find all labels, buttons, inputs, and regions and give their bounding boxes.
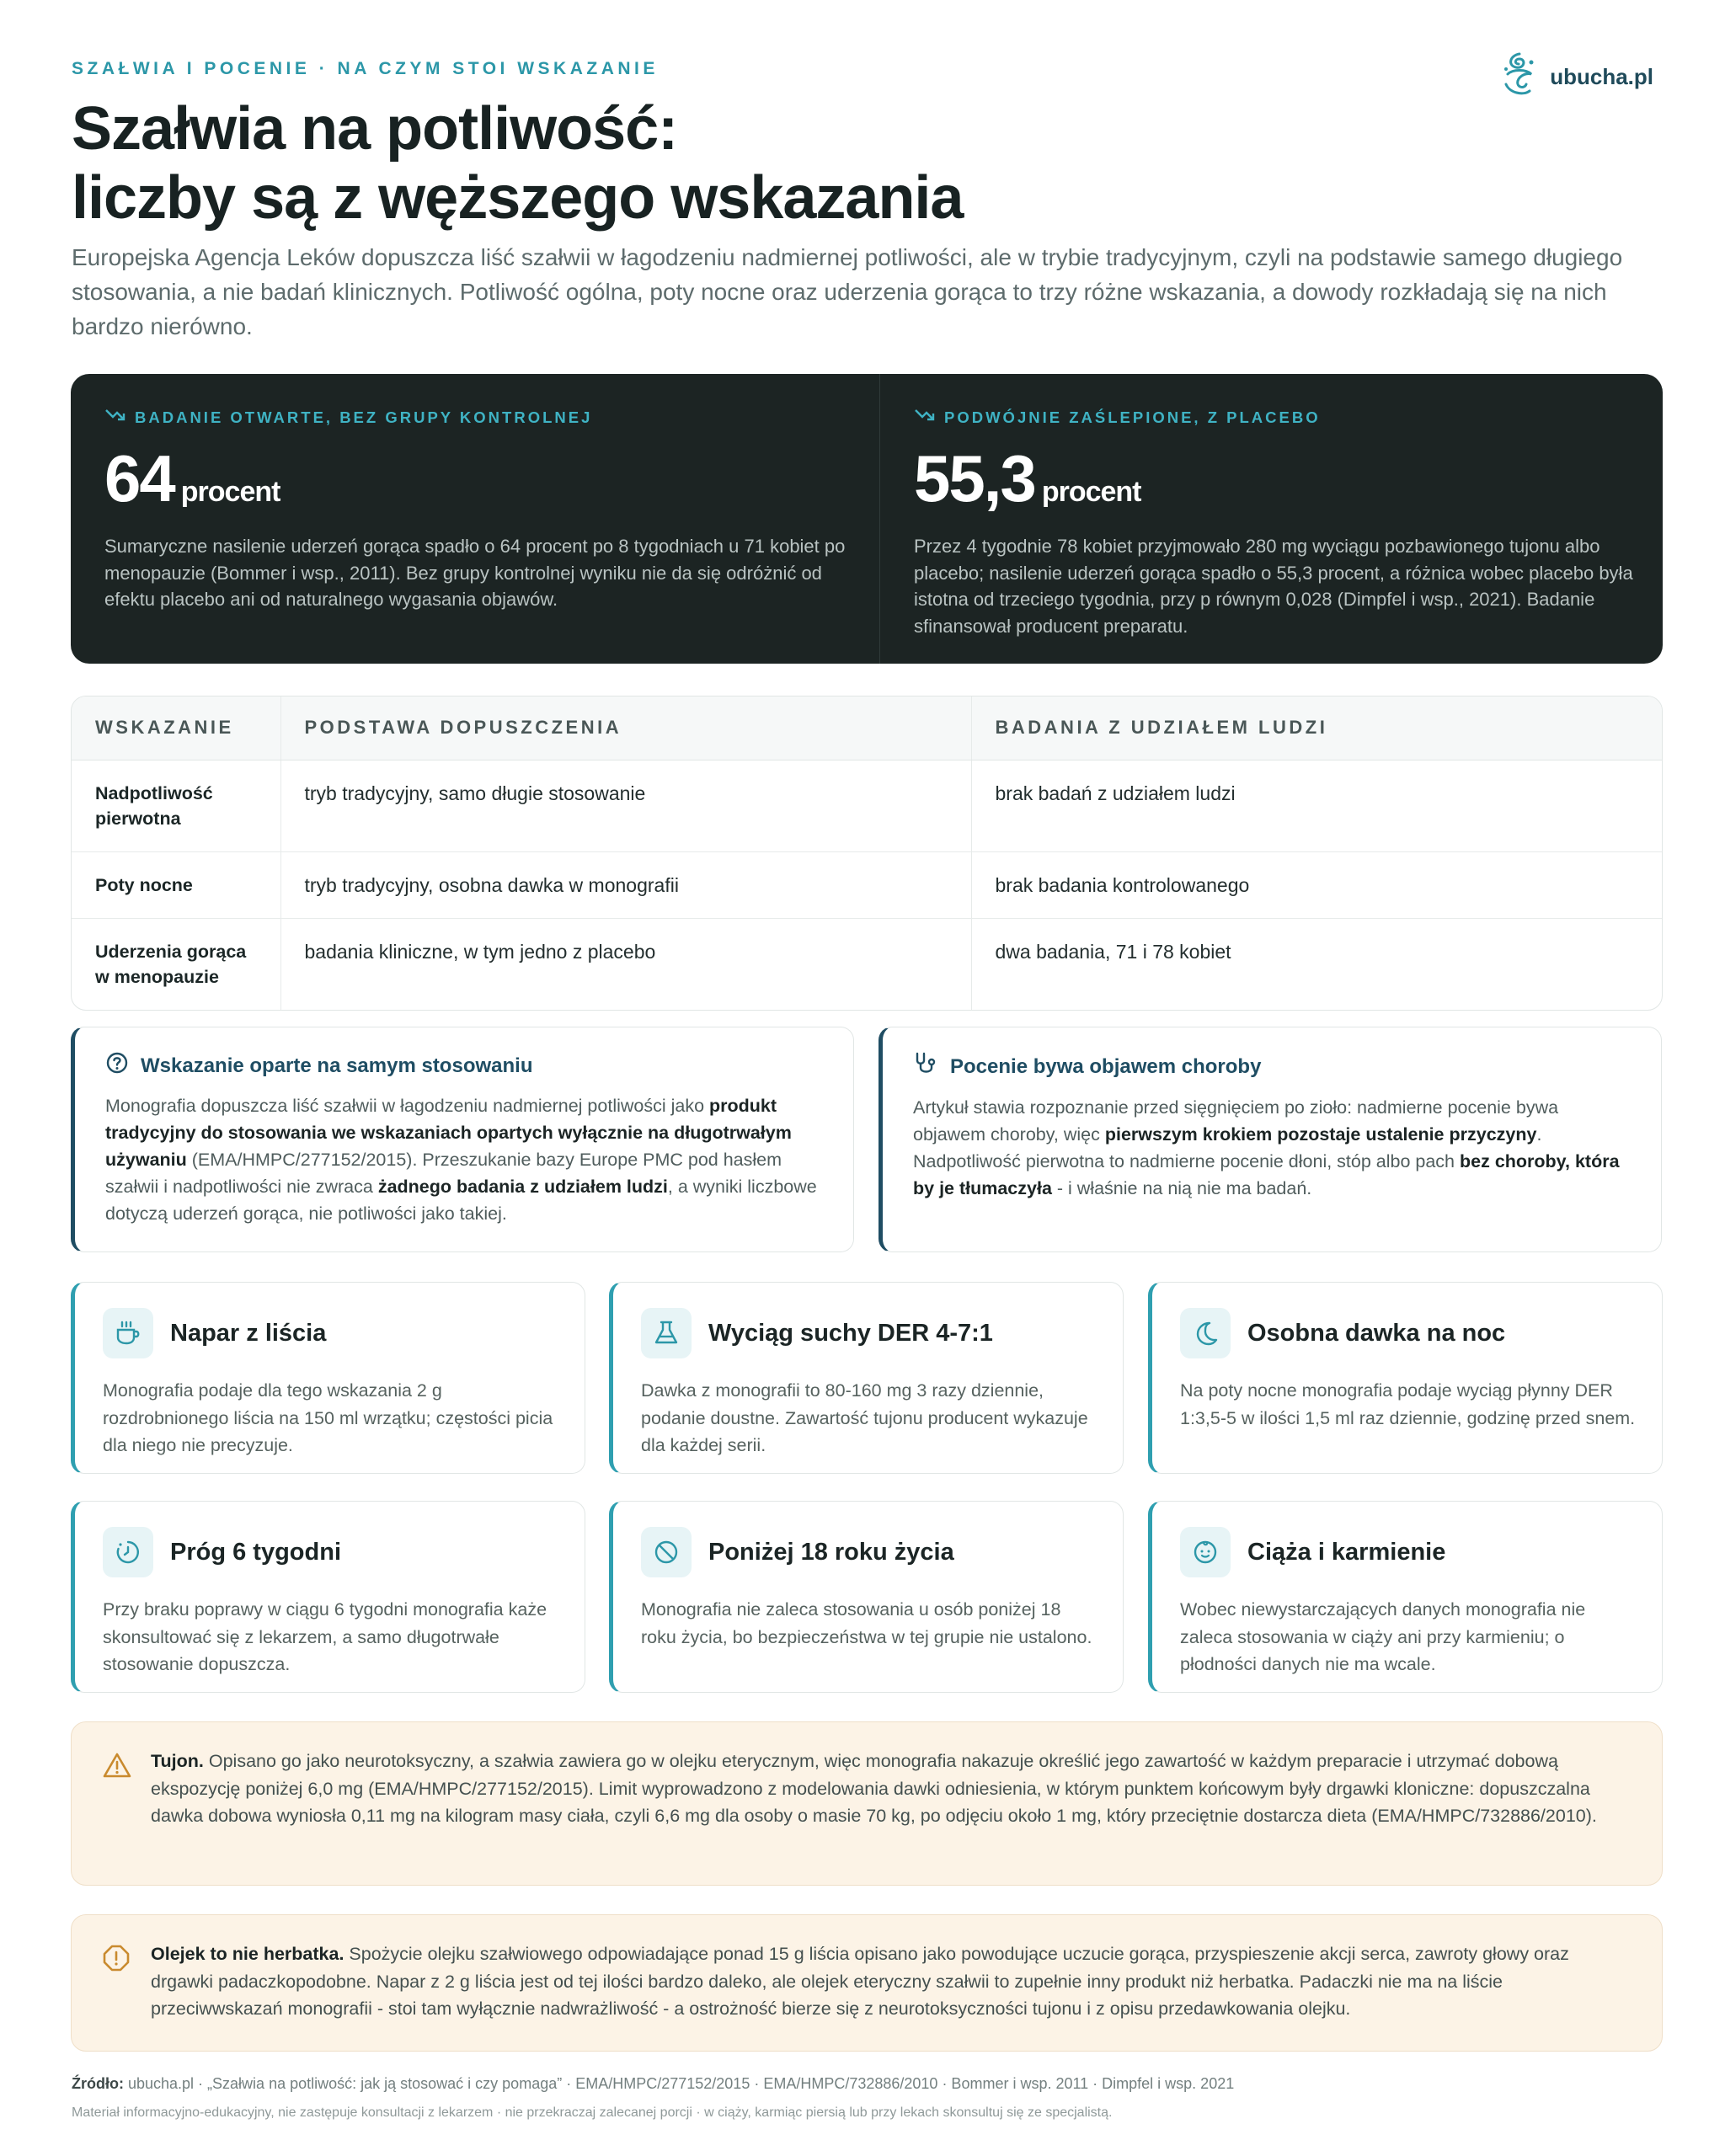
stat-label <box>104 408 846 427</box>
timer-icon <box>103 1527 153 1577</box>
stat-open-study <box>71 374 879 664</box>
table-cell: dwa badania, 71 i 78 kobiet <box>971 918 1662 1010</box>
info-card-title <box>105 1051 826 1081</box>
info-card-body: Monografia dopuszcza liść szałwii w łagodzeniu nadmiernej potliwości jako produkt tradycyjny do stosowania we wskazaniach opartych wyłącznie na długotrwałym używaniu (EMA/HMPC/277152/2015). Przeszukanie bazy Europe PMC pod hasłem szałwii i nadpotliwości nie zwraca żadnego badania z udziałem ludzi, a wyniki liczbowe dotyczą uderzeń gorąca, nie potliwości jako takiej. <box>105 1096 817 1224</box>
table-header-row <box>72 696 1662 760</box>
note-text: Tujon. Opisano go jako neurotoksyczny, a szałwia zawiera go w olejku eterycznym, więc monografia nakazuje określić jego zawartość w każdym preparacie i utrzymać dobową ekspozycję poniżej 6,0 mg (EMA/HMPC/277152/2015). Limit wyprowadzono z modelowania dawki odniesienia, w którym punktem końcowym były drgawki kloniczne: dopuszczalna dawka dobowa wyniosła 0,11 mg na kilogram masy ciała, czyli 6,6 mg dla osoby o masie 70 kg, po odjęciu około 1 mg, który przeciętnie dostarcza dieta (EMA/HMPC/732886/2010). <box>151 1751 1597 1826</box>
feature-card-body: Przy braku poprawy w ciągu 6 tygodni monografia każe skonsultować się z lekarzem, a samo długotrwałe stosowanie dopuszcza. <box>103 1599 547 1674</box>
feature-card-infusion <box>71 1282 585 1474</box>
flask-icon <box>641 1308 692 1358</box>
stat-value <box>914 442 1655 515</box>
table-row <box>72 851 1662 918</box>
feature-card-body: Monografia podaje dla tego wskazania 2 g rozdrobnionego liścia na 150 ml wrzątku; częstości picia dla niego nie precyzuje. <box>103 1380 553 1455</box>
note-essential-oil <box>71 1914 1663 2052</box>
info-card-title-text: Pocenie bywa objawem choroby <box>950 1054 1262 1078</box>
feature-card-body: Monografia nie zaleca stosowania u osób poniżej 18 roku życia, bo bezpieczeństwa w tej grupie nie ustalono. <box>641 1599 1092 1647</box>
feature-card-title: Wyciąg suchy DER 4-7:1 <box>708 1319 993 1347</box>
stat-value <box>104 442 846 515</box>
note-thujone <box>71 1721 1663 1886</box>
feature-card-pregnancy <box>1148 1501 1663 1693</box>
disclaimer: Materiał informacyjno-edukacyjny, nie zastępuje konsultacji z lekarzem · nie przekraczaj zalecanej porcji · w ciąży, karmiąc piersią lub przy lekach skonsultuj się ze specjalistą. <box>72 2105 1113 2120</box>
question-circle-icon <box>105 1051 129 1081</box>
table-header: BADANIA Z UDZIAŁEM LUDZI <box>971 696 1662 760</box>
title-line-1: Szałwia na potliwość: <box>72 95 678 163</box>
table-cell: brak badań z udziałem ludzi <box>971 760 1662 851</box>
stat-number: 64 <box>104 441 174 515</box>
trend-down-icon <box>914 408 936 427</box>
feature-card-title: Próg 6 tygodni <box>170 1538 341 1566</box>
feature-card-body: Na poty nocne monografia podaje wyciąg płynny DER 1:3,5-5 w ilości 1,5 ml raz dziennie, godzinę przed snem. <box>1180 1380 1636 1428</box>
table-cell: Uderzenia gorąca w menopauzie <box>95 941 247 987</box>
table-row <box>72 918 1662 1010</box>
feature-card-body: Dawka z monografii to 80-160 mg 3 razy dziennie, podanie doustne. Zawartość tujonu producent wykazuje dla każdej serii. <box>641 1380 1088 1455</box>
stat-placebo-study <box>879 374 1689 664</box>
info-card-title <box>913 1051 1634 1082</box>
brand-name: ubucha.pl <box>1550 64 1653 89</box>
trend-down-icon <box>104 408 126 427</box>
cup-icon <box>103 1308 153 1358</box>
brand-swirl-icon <box>1501 51 1538 104</box>
table-row <box>72 760 1662 851</box>
feature-card-under-18 <box>609 1501 1124 1693</box>
info-card-disease-symptom <box>879 1027 1662 1252</box>
table-cell: brak badania kontrolowanego <box>971 851 1662 918</box>
feature-card-title: Ciąża i karmienie <box>1247 1538 1446 1566</box>
info-card-body: Artykuł stawia rozpoznanie przed sięgnięciem po zioło: nadmierne pocenie bywa objawem choroby, więc pierwszym krokiem pozostaje ustalenie przyczyny. Nadpotliwość pierwotna to nadmierne pocenie dłoni, stóp albo pach bez choroby, która by je tłumaczyła - i właśnie na nią nie ma badań. <box>913 1097 1620 1198</box>
table-cell: tryb tradycyjny, samo długie stosowanie <box>280 760 971 851</box>
info-card-traditional-use <box>71 1027 854 1252</box>
stat-label-text: PODWÓJNIE ZAŚLEPIONE, Z PLACEBO <box>944 408 1321 426</box>
table-header: PODSTAWA DOPUSZCZENIA <box>280 696 971 760</box>
stethoscope-icon <box>913 1051 938 1082</box>
lead-paragraph: Europejska Agencja Leków dopuszcza liść szałwii w łagodzeniu nadmiernej potliwości, ale w trybie tradycyjnym, czyli na podstawie samego długiego stosowania, a nie badań klinicznych. Potliwość ogólna, poty nocne oraz uderzenia gorąca to trzy różne wskazania, a dowody rozkładają się na nich bardzo nierówno. <box>72 244 1623 339</box>
feature-card-night-dose <box>1148 1282 1663 1474</box>
baby-face-icon <box>1180 1527 1231 1577</box>
kicker: SZAŁWIA I POCENIE · NA CZYM STOI WSKAZANIE <box>72 59 659 78</box>
feature-card-six-weeks <box>71 1501 585 1693</box>
moon-icon <box>1180 1308 1231 1358</box>
feature-card-title: Osobna dawka na noc <box>1247 1319 1506 1347</box>
stat-label-text: BADANIE OTWARTE, BEZ GRUPY KONTROLNEJ <box>135 408 593 426</box>
page-title <box>72 94 963 232</box>
stat-label <box>914 408 1655 427</box>
indication-table <box>71 696 1663 1011</box>
feature-card-title: Poniżej 18 roku życia <box>708 1538 954 1566</box>
table-cell: badania kliniczne, w tym jedno z placebo <box>280 918 971 1010</box>
stat-unit: procent <box>180 476 280 508</box>
title-line-2: liczby są z węższego wskazania <box>72 164 964 232</box>
feature-card-title: Napar z liścia <box>170 1319 327 1347</box>
note-text: Olejek to nie herbatka. Spożycie olejku szałwiowego odpowiadające ponad 15 g liścia opisano jako powodujące uczucie gorąca, przyspieszenie akcji serca, zawroty głowy oraz drgawki padaczkopodobne. Napar z 2 g liścia jest od tej ilości bardzo daleko, ale olejek eteryczny szałwii to zupełnie inny produkt niż herbatka. Padaczki nie ma na liście przeciwwskazań monografii - stoi tam wyłącznie nadwrażliwość - a ostrożność bierze się z neurotoksyczności tujonu i z opisu przedawkowania olejku. <box>151 1944 1569 2019</box>
ban-icon <box>641 1527 692 1577</box>
brand-logo[interactable] <box>1501 51 1653 104</box>
table-cell: Poty nocne <box>72 851 280 918</box>
stats-panel <box>71 374 1663 664</box>
stat-description: Przez 4 tygodnie 78 kobiet przyjmowało 280 mg wyciągu pozbawionego tujonu albo placebo; nasilenie uderzeń gorąca spadło o 55,3 procent, a różnica wobec placebo była istotna od trzeciego tygodnia, przy p równym 0,028 (Dimpfel i wsp., 2021). Badanie sfinansował producent preparatu. <box>914 536 1633 637</box>
source-line: Źródło: ubucha.pl · „Szałwia na potliwość: jak ją stosować i czy pomaga” · EMA/HMPC/277152/2015 · EMA/HMPC/732886/2010 · Bommer i wsp. 2011 · Dimpfel i wsp. 2021 <box>72 2075 1235 2092</box>
warning-triangle-icon <box>102 1751 132 1788</box>
table-header: WSKAZANIE <box>72 696 280 760</box>
alert-octagon-icon <box>102 1944 131 1981</box>
info-card-title-text: Wskazanie oparte na samym stosowaniu <box>141 1054 533 1077</box>
stat-unit: procent <box>1041 476 1141 508</box>
table-cell: tryb tradycyjny, osobna dawka w monografii <box>280 851 971 918</box>
stat-description: Sumaryczne nasilenie uderzeń gorąca spadło o 64 procent po 8 tygodniach u 71 kobiet po menopauzie (Bommer i wsp., 2011). Bez grupy kontrolnej wyniku nie da się odróżnić od efektu placebo ani od naturalnego wygasania objawów. <box>104 536 846 610</box>
stat-number: 55,3 <box>914 441 1035 515</box>
feature-card-dry-extract <box>609 1282 1124 1474</box>
table-cell: Nadpotliwość pierwotna <box>72 760 280 851</box>
feature-card-body: Wobec niewystarczających danych monografia nie zaleca stosowania w ciąży ani przy karmieniu; o płodności danych nie ma wcale. <box>1180 1599 1586 1674</box>
